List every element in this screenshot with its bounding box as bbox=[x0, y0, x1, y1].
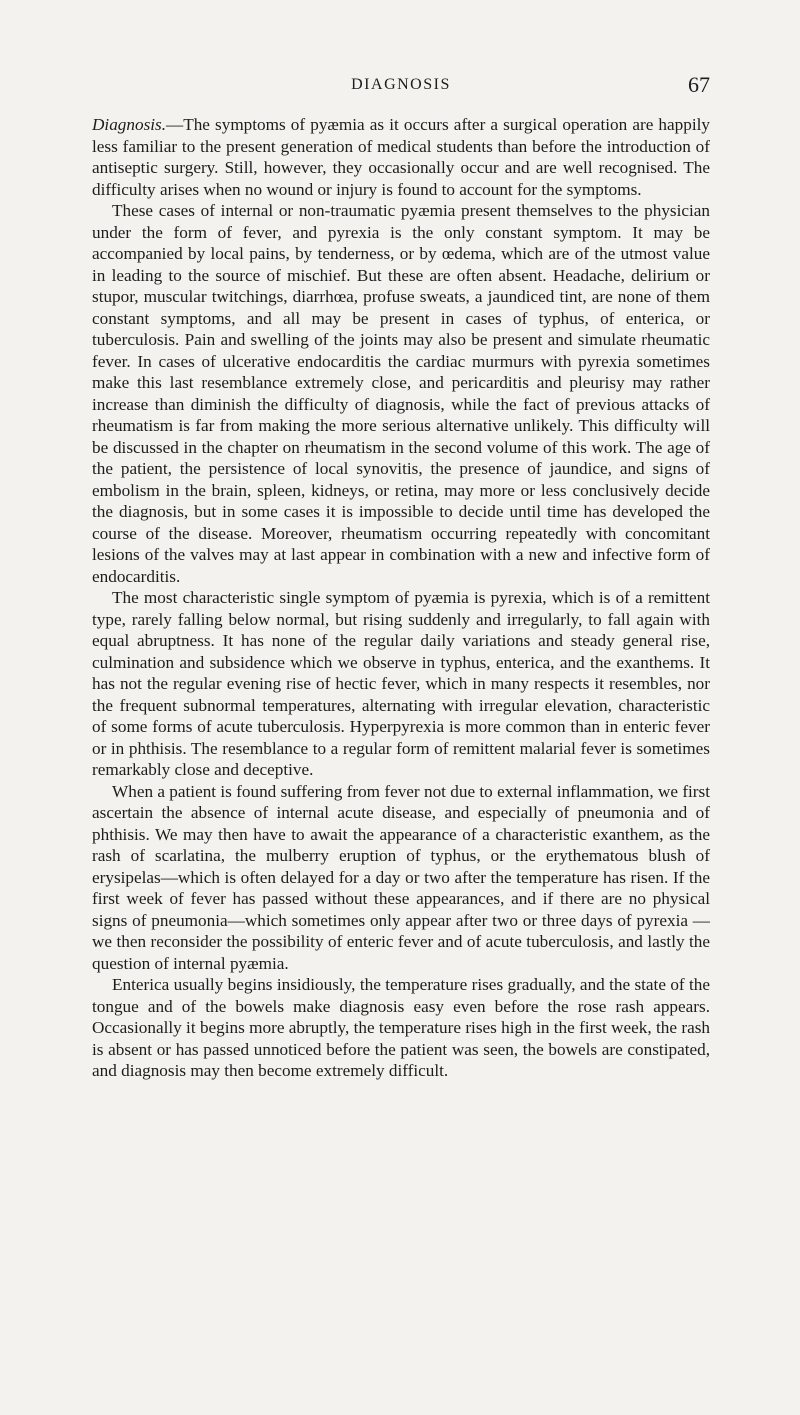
page-header bbox=[92, 72, 710, 98]
paragraph-diagnosis-intro bbox=[92, 114, 710, 200]
paragraph-text: —The symptoms of pyæmia as it occurs after a surgical operation are happily less familiar to the present generation of medical students than before the introduction of antiseptic surgery. Still, however, they occasionally occur and are well recognised. The difficulty arises when no wound or injury is found to account for the symptoms. bbox=[92, 115, 710, 199]
paragraph-internal-pyaemia: These cases of internal or non-traumatic pyæmia present themselves to the physician under the form of fever, and pyrexia is the only constant symptom. It may be accompanied by local pains, by tenderness, or by œdema, which are of the utmost value in leading to the source of mischief. But these are often absent. Headache, delirium or stupor, muscular twitchings, diarrhœa, profuse sweats, a jaundiced tint, are none of them constant symptoms, and all may be present in cases of typhus, of enterica, or tuberculosis. Pain and swelling of the joints may also be present and simulate rheumatic fever. In cases of ulcerative endocarditis the cardiac murmurs with pyrexia sometimes make this last resemblance extremely close, and pericarditis and pleurisy may rather increase than diminish the difficulty of diagnosis, while the fact of previous attacks of rheumatism is far from making the more serious alternative unlikely. This difficulty will be discussed in the chapter on rheumatism in the second volume of this work. The age of the patient, the persistence of local synovitis, the presence of jaundice, and signs of embolism in the brain, spleen, kidneys, or retina, may more or less conclusively decide the diagnosis, but in some cases it is impossible to decide until time has developed the course of the disease. Moreover, rheumatism occurring repeatedly with concomitant lesions of the valves may at last appear in combination with a new and infective form of endocarditis. bbox=[92, 201, 710, 586]
page-number: 67 bbox=[688, 72, 710, 97]
running-head: DIAGNOSIS bbox=[351, 76, 451, 93]
paragraph-fever-approach: When a patient is found suffering from fever not due to external inflammation, we first ascertain the absence of internal acute disease, and especially of pneumonia and of phthisis. We may then have to await the appearance of a characteristic exanthem, as the rash of scarlatina, the mulberry eruption of typhus, or the erythematous blush of erysipelas—which is often delayed for a day or two after the temperature has risen. If the first week of fever has passed without these appearances, and if there are no physical signs of pneumonia—which sometimes only appear after two or three days of pyrexia —we then reconsider the possibility of enteric fever and of acute tuberculosis, and lastly the question of internal pyæmia. bbox=[92, 781, 710, 973]
paragraph-enterica: Enterica usually begins insidiously, the temperature rises gradually, and the state of the tongue and of the bowels make diagnosis easy even before the rose rash appears. Occasionally it begins more abruptly, the temperature rises high in the first week, the rash is absent or has passed unnoticed before the patient was seen, the bowels are constipated, and diagnosis may then become extremely difficult. bbox=[92, 975, 710, 1080]
section-lead-in: Diagnosis. bbox=[92, 115, 167, 134]
paragraph-pyrexia: The most characteristic single symptom of pyæmia is pyrexia, which is of a remittent type, rarely falling below normal, but rising suddenly and irregularly, to fall again with equal abruptness. It has none of the regular daily variations and steady general rise, culmination and subsidence which we observe in typhus, enterica, and the exanthems. It has not the regular evening rise of hectic fever, which in many respects it resembles, nor the frequent subnormal temperatures, alternating with irregular elevation, characteristic of some forms of acute tuberculosis. Hyperpyrexia is more common than in enteric fever or in phthisis. The resemblance to a regular form of remittent malarial fever is sometimes remarkably close and deceptive. bbox=[92, 588, 710, 779]
book-page bbox=[92, 72, 710, 1082]
